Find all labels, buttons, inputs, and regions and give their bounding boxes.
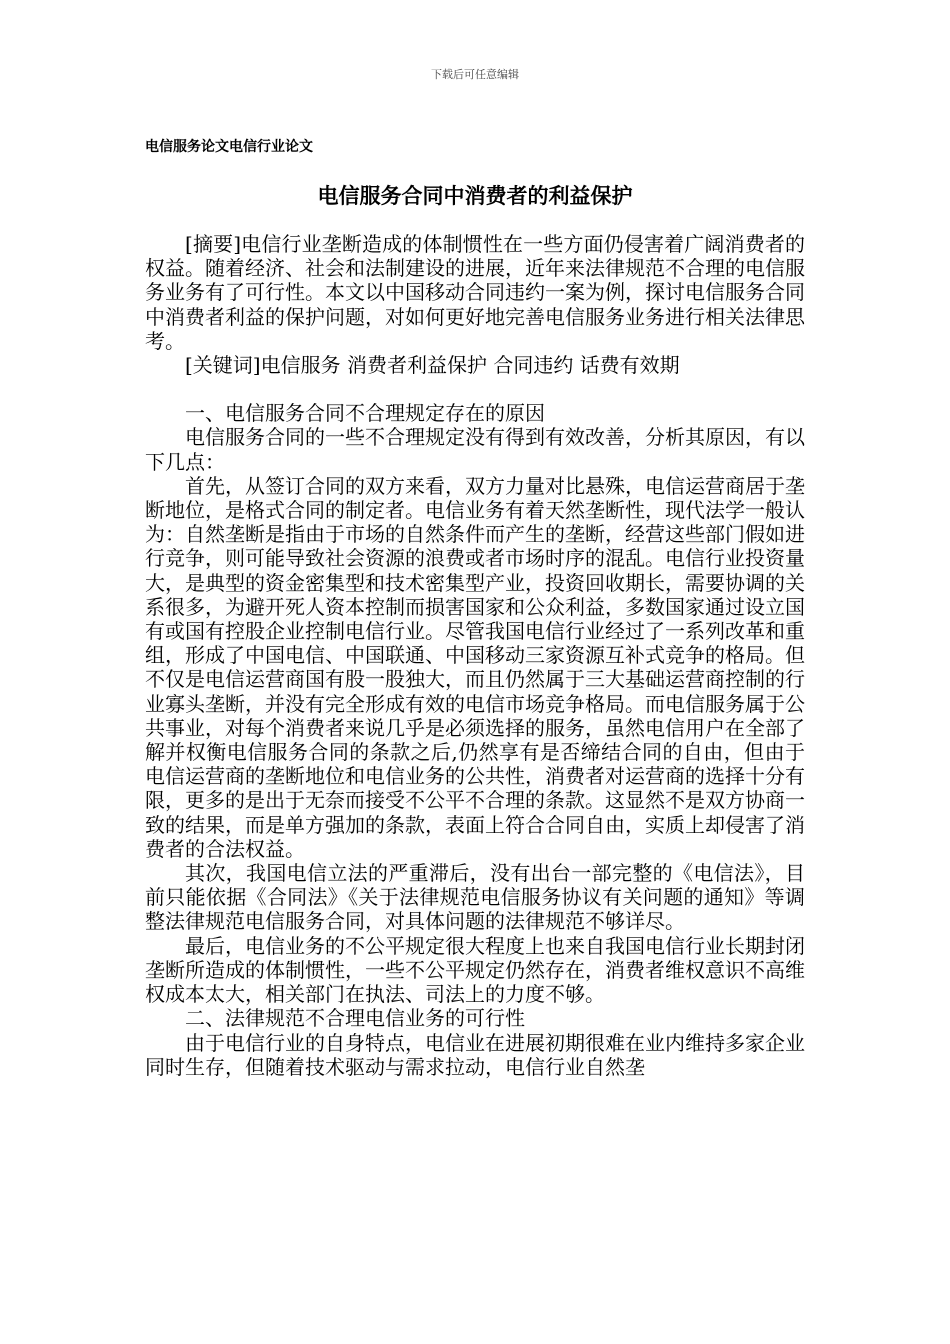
body-paragraph-5: 由于电信行业的自身特点，电信业在进展初期很难在业内维持多家企业同时生存，但随着技术驱动与需求拉动，电信行业自然垄	[145, 1030, 805, 1079]
section-heading-1: 一、电信服务合同不合理规定存在的原因	[185, 401, 545, 426]
paragraph-spacer	[145, 377, 805, 401]
body-paragraph-1: 电信服务合同的一些不合理规定没有得到有效改善，分析其原因，有以下几点：	[145, 425, 805, 474]
body-paragraph-3: 其次，我国电信立法的严重滞后，没有出台一部完整的《电信法》，目前只能依据《合同法》《关于法律规范电信服务协议有关问题的通知》等调整法律规范电信服务合同，对具体问题的法律规范不够详尽。	[145, 861, 805, 934]
header-note: 下载后可任意编辑	[431, 68, 519, 81]
document-title: 电信服务合同中消费者的利益保护	[317, 184, 633, 208]
body-paragraph-4: 最后，电信业务的不公平规定很大程度上也来自我国电信行业长期封闭垄断所造成的体制惯性，一些不公平规定仍然存在，消费者维权意识不高维权成本太大，相关部门在执法、司法上的力度不够。	[145, 933, 805, 1007]
abstract-paragraph: [摘要]电信行业垄断造成的体制惯性在一些方面仍侵害着广阔消费者的权益。随着经济、社会和法制建设的进展，近年来法律规范不合理的电信服务业务有了可行性。本文以中国移动合同违约一案为例，探讨电信服务合同中消费者利益的保护问题，对如何更好地完善电信服务业务进行相关法律思考。	[145, 232, 805, 353]
keywords-paragraph: [关键词]电信服务 消费者利益保护 合同违约 话费有效期	[185, 353, 680, 378]
category-label: 电信服务论文电信行业论文	[145, 139, 313, 155]
document-body	[145, 232, 805, 1079]
body-paragraph-2: 首先，从签订合同的双方来看，双方力量对比悬殊，电信运营商居于垄断地位，是格式合同的制定者。电信业务有着天然垄断性，现代法学一般认为：自然垄断是指由于市场的自然条件而产生的垄断，经营这些部门假如进行竞争，则可能导致社会资源的浪费或者市场时序的混乱。电信行业投资量大，是典型的资金密集型和技术密集型产业，投资回收期长，需要协调的关系很多，为避开死人资本控制而损害国家和公众利益，多数国家通过设立国有或国有控股企业控制电信行业。尽管我国电信行业经过了一系列改革和重组，形成了中国电信、中国联通、中国移动三家资源互补式竞争的格局。但不仅是电信运营商国有股一股独大，而且仍然属于三大基础运营商控制的行业寡头垄断，并没有完全形成有效的电信市场竞争格局。而电信服务属于公共事业，对每个消费者来说几乎是必须选择的服务，虽然电信用户在全部了解并权衡电信服务合同的条款之后,仍然享有是否缔结合同的自由，但由于电信运营商的垄断地位和电信业务的公共性，消费者对运营商的选择十分有限，更多的是出于无奈而接受不公平不合理的条款。这显然不是双方协商一致的结果，而是单方强加的条款，表面上符合合同自由，实质上却侵害了消费者的合法权益。	[145, 473, 805, 861]
section-heading-2: 二、法律规范不合理电信业务的可行性	[185, 1006, 525, 1031]
